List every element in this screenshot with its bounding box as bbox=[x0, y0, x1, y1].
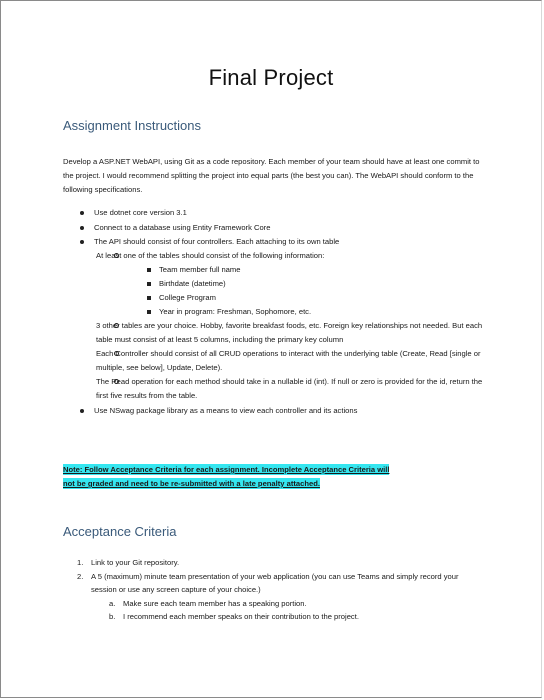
api-subitem-text: The Read operation for each method should take in a nullable id (int). If null or zero is provided for the id, return the first five results from the table. bbox=[96, 377, 483, 400]
criteria-sublist bbox=[91, 597, 483, 624]
bullet-square-icon bbox=[147, 282, 151, 286]
bullet-square-icon bbox=[147, 310, 151, 314]
spec-item bbox=[63, 206, 483, 220]
criteria-subnumber: a. bbox=[109, 598, 116, 608]
instructions-heading: Assignment Instructions bbox=[63, 118, 202, 133]
api-subitem bbox=[63, 249, 483, 319]
acceptance-heading: Acceptance Criteria bbox=[63, 524, 177, 539]
spec-item-text: Connect to a database using Entity Framework Core bbox=[94, 222, 271, 232]
spec-item bbox=[63, 404, 483, 418]
criteria-subnumber: b. bbox=[109, 612, 116, 621]
table-field-text: College Program bbox=[159, 293, 216, 302]
spec-item-text: Use dotnet core version 3.1 bbox=[94, 208, 187, 217]
spec-item-text: Use NSwag package library as a means to view each controller and its actions bbox=[94, 405, 358, 415]
criteria-text: Link to your Git repository. bbox=[91, 558, 180, 567]
table-field-text: Year in program: Freshman, Sophomore, etc. bbox=[159, 307, 312, 316]
bullet-dot-icon bbox=[80, 409, 84, 413]
api-subitem-text: At least one of the tables should consist of the following information: bbox=[96, 251, 325, 260]
criteria-subitem bbox=[63, 597, 483, 611]
api-subitem-text: Each Controller should consist of all CRUD operations to interact with the underlying table (Create, Read [single or multiple, see below], Update, Delete). bbox=[96, 349, 481, 372]
criteria-item bbox=[63, 556, 483, 570]
bullet-circle-icon bbox=[114, 379, 119, 384]
spec-item-text: The API should consist of four controllers. Each attaching to its own table bbox=[94, 237, 340, 246]
intro-paragraph: Develop a ASP.NET WebAPI, using Git as a code repository. Each member of your team should have at least one commit to the project. I would recommend splitting the project into equal parts (the best you can). The WebAPI should conform to the following specifications. bbox=[63, 157, 480, 194]
criteria-subitem bbox=[63, 610, 483, 624]
criteria-number: 1. bbox=[77, 558, 84, 567]
table-field-text: Birthdate (datetime) bbox=[159, 279, 226, 288]
bullet-dot-icon bbox=[80, 211, 84, 215]
spec-item bbox=[63, 221, 483, 235]
bullet-circle-icon bbox=[114, 351, 119, 356]
bullet-dot-icon bbox=[80, 226, 84, 230]
api-subitem bbox=[63, 375, 483, 403]
note-line-2: not be graded and need to be re-submitted with a late penalty attached. bbox=[63, 479, 320, 488]
table-field-item bbox=[63, 291, 483, 305]
criteria-number: 2. bbox=[77, 571, 84, 581]
criteria-subtext: I recommend each member speaks on their contribution to the project. bbox=[123, 612, 359, 621]
criteria-subtext: Make sure each team member has a speaking portion. bbox=[123, 598, 307, 608]
table-field-text: Team member full name bbox=[159, 265, 241, 274]
criteria-text: A 5 (maximum) minute team presentation of your web application (you can use Teams and simply record your session or use any screen capture of your choice.) bbox=[91, 571, 459, 594]
document-title: Final Project bbox=[208, 65, 334, 90]
api-subitem bbox=[63, 319, 483, 347]
api-sublist bbox=[94, 249, 483, 403]
api-subitem-text: 3 other tables are your choice. Hobby, favorite breakfast foods, etc. Foreign key relationships not needed. But each table must consist of at least 5 columns, including the primary key column bbox=[96, 321, 483, 344]
bullet-circle-icon bbox=[114, 253, 119, 258]
acceptance-criteria-list bbox=[63, 556, 483, 624]
acceptance-note bbox=[63, 463, 498, 491]
bullet-square-icon bbox=[147, 296, 151, 300]
table-field-item bbox=[63, 263, 483, 277]
criteria-item bbox=[63, 570, 483, 624]
specification-list bbox=[63, 206, 483, 418]
bullet-circle-icon bbox=[114, 323, 119, 328]
table-field-list bbox=[63, 263, 483, 319]
api-subitem bbox=[63, 347, 483, 375]
table-field-item bbox=[63, 305, 483, 319]
bullet-dot-icon bbox=[80, 240, 84, 244]
note-line-1: Note: Follow Acceptance Criteria for each assignment. Incomplete Acceptance Criteria will bbox=[63, 465, 390, 474]
bullet-square-icon bbox=[147, 268, 151, 272]
spec-item bbox=[63, 235, 483, 403]
table-field-item bbox=[63, 277, 483, 291]
